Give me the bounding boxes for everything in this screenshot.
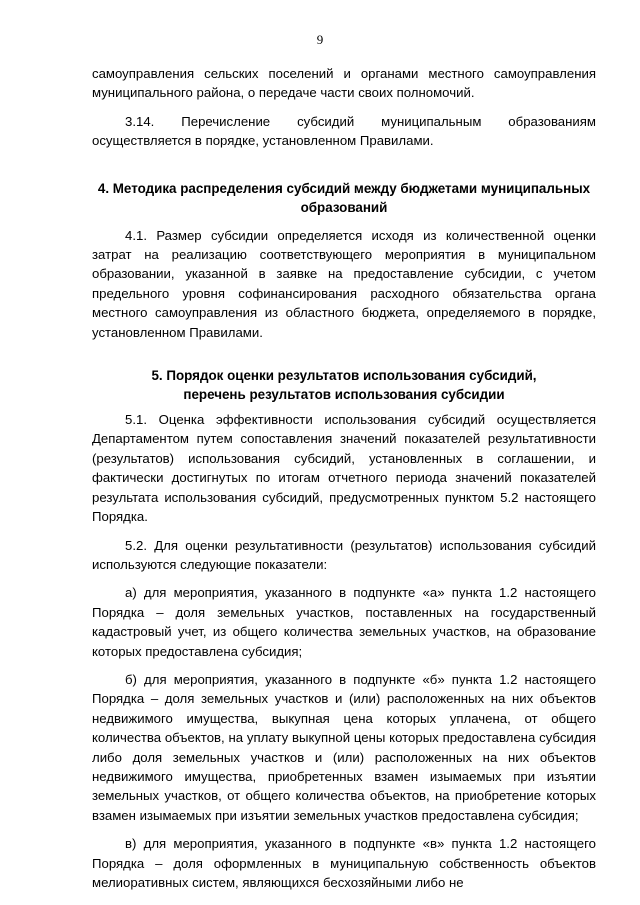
- paragraph-subitem-b: б) для мероприятия, указанного в подпункте «б» пункта 1.2 настоящего Порядка – доля земельных участков и (или) расположенных на них объектов недвижимого имущества, выкупная цена которых уплачена, от общего количества объектов, на уплату выкупной цены которых предоставлена субсидия либо доля земельных участков и (или) расположенных на них объектов недвижимого имущества, приобретенных взамен изымаемых при изъятии земельных участков, от общего количества объектов, на приобретение которых взамен изымаемых при изъятии земельных участков предоставлена субсидия;: [92, 671, 596, 823]
- document-body: [92, 64, 596, 892]
- paragraph-4-1: 4.1. Размер субсидии определяется исходя из количественной оценки затрат на реализацию соответствующего мероприятия в муниципальном образовании, указанной в заявке на предоставление субсидии, с учетом предельного уровня софинансирования расходного обязательства органа местного самоуправления из областного бюджета, определяемого в порядке, установленном Правилами.: [92, 227, 596, 340]
- paragraph-3-14: 3.14. Перечисление субсидий муниципальным образованиям осуществляется в порядке, установленном Правилами.: [92, 113, 596, 149]
- section-4-heading: 4. Методика распределения субсидий между бюджетами муниципальных образований: [97, 180, 591, 215]
- section-5-heading-line-1: 5. Порядок оценки результатов использования субсидий,: [151, 368, 537, 384]
- page-number: 9: [316, 32, 324, 47]
- paragraph-subitem-v: в) для мероприятия, указанного в подпункте «в» пункта 1.2 настоящего Порядка – доля оформленных в муниципальную собственность объектов мелиоративных систем, являющихся бесхозяйными либо не: [92, 836, 596, 890]
- paragraph-5-2: 5.2. Для оценки результативности (результатов) использования субсидий используются следующие показатели:: [92, 537, 596, 572]
- section-5-heading-line-2: перечень результатов использования субсидии: [183, 387, 505, 403]
- paragraph-subitem-a: а) для мероприятия, указанного в подпункте «а» пункта 1.2 настоящего Порядка – доля земельных участков, поставленных на государственный кадастровый учет, из общего количества земельных участков, на образование которых предоставлена субсидия;: [92, 585, 596, 659]
- paragraph-continuation: самоуправления сельских поселений и органами местного самоуправления муниципального района, о передаче части своих полномочий.: [92, 66, 596, 101]
- paragraph-5-1: 5.1. Оценка эффективности использования субсидий осуществляется Департаментом путем сопоставления значений показателей результативности (результатов) использования субсидий, установленных в соглашении, и фактически достигнутых по итогам отчетного периода значений показателей результата использования субсидий, предусмотренных пунктом 5.2 настоящего Порядка.: [92, 412, 596, 525]
